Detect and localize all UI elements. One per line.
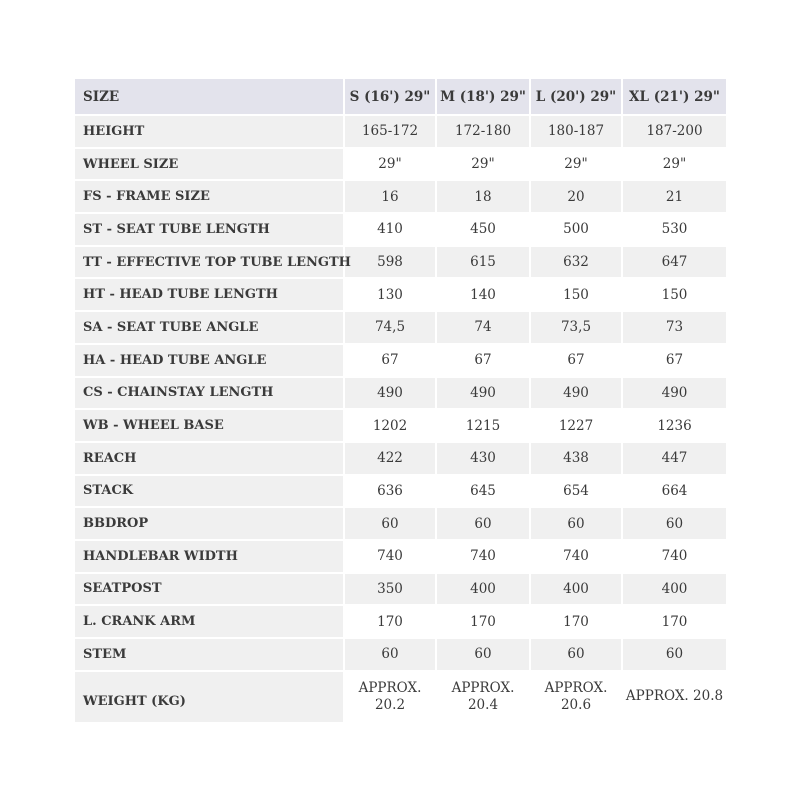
table-row [75, 672, 726, 724]
table-cell: 73 [623, 312, 726, 345]
table-cell: 654 [531, 476, 623, 509]
table-row [75, 606, 726, 639]
table-cell: 29" [531, 149, 623, 182]
table-cell: 29" [345, 149, 437, 182]
table-cell: 60 [531, 508, 623, 541]
table-row [75, 443, 726, 476]
table-row [75, 476, 726, 509]
table-cell: 170 [345, 606, 437, 639]
table-cell: 74,5 [345, 312, 437, 345]
table-cell: 740 [531, 541, 623, 574]
table-cell: 740 [437, 541, 531, 574]
size-header: SIZE [75, 79, 345, 116]
table-cell: 350 [345, 574, 437, 607]
table-cell: 598 [345, 247, 437, 280]
table-cell: 16 [345, 181, 437, 214]
table-cell: 60 [531, 639, 623, 672]
row-label: REACH [75, 443, 345, 476]
table-cell: 632 [531, 247, 623, 280]
table-cell: 422 [345, 443, 437, 476]
table-row [75, 149, 726, 182]
table-row [75, 410, 726, 443]
row-label: HEIGHT [75, 116, 345, 149]
table-row [75, 181, 726, 214]
table-cell: 400 [437, 574, 531, 607]
table-cell: APPROX. 20.4 [437, 672, 531, 724]
table-cell: 1215 [437, 410, 531, 443]
table-cell: 150 [531, 279, 623, 312]
table-cell: 60 [345, 508, 437, 541]
table-cell: 447 [623, 443, 726, 476]
table-cell: 20 [531, 181, 623, 214]
table-cell: 18 [437, 181, 531, 214]
table-cell: 490 [345, 378, 437, 411]
table-cell: 67 [345, 345, 437, 378]
table-cell: 60 [437, 639, 531, 672]
row-label: FS - FRAME SIZE [75, 181, 345, 214]
table-cell: 165-172 [345, 116, 437, 149]
row-label: WB - WHEEL BASE [75, 410, 345, 443]
table-cell: 664 [623, 476, 726, 509]
table-cell: 490 [531, 378, 623, 411]
size-header-m: M (18') 29" [437, 79, 531, 116]
row-label: ST - SEAT TUBE LENGTH [75, 214, 345, 247]
table-cell: 740 [623, 541, 726, 574]
row-label: WHEEL SIZE [75, 149, 345, 182]
table-row [75, 116, 726, 149]
table-cell: 21 [623, 181, 726, 214]
row-label: HT - HEAD TUBE LENGTH [75, 279, 345, 312]
row-label: L. CRANK ARM [75, 606, 345, 639]
table-cell: 430 [437, 443, 531, 476]
table-cell: 67 [623, 345, 726, 378]
table-row [75, 345, 726, 378]
size-header-xl: XL (21') 29" [623, 79, 726, 116]
table-cell: 60 [437, 508, 531, 541]
table-cell: 1236 [623, 410, 726, 443]
table-cell: 29" [623, 149, 726, 182]
table-cell: 172-180 [437, 116, 531, 149]
table-cell: 67 [531, 345, 623, 378]
table-cell: 60 [345, 639, 437, 672]
table-cell: 60 [623, 508, 726, 541]
table-cell: 170 [531, 606, 623, 639]
table-cell: 490 [623, 378, 726, 411]
row-label: SEATPOST [75, 574, 345, 607]
table-cell: 490 [437, 378, 531, 411]
table-cell: 74 [437, 312, 531, 345]
geometry-table [75, 79, 726, 724]
table-cell: 647 [623, 247, 726, 280]
table-cell: 740 [345, 541, 437, 574]
table-row [75, 247, 726, 280]
table-cell: 140 [437, 279, 531, 312]
table-row [75, 639, 726, 672]
table-cell: 180-187 [531, 116, 623, 149]
table-row [75, 214, 726, 247]
table-cell: 400 [623, 574, 726, 607]
table-row [75, 378, 726, 411]
table-row [75, 508, 726, 541]
table-cell: 60 [623, 639, 726, 672]
table-cell: 1227 [531, 410, 623, 443]
table-cell: 400 [531, 574, 623, 607]
table-cell: 410 [345, 214, 437, 247]
table-row [75, 312, 726, 345]
table-cell: 170 [437, 606, 531, 639]
table-cell: 438 [531, 443, 623, 476]
table-cell: 645 [437, 476, 531, 509]
row-label: TT - EFFECTIVE TOP TUBE LENGTH [75, 247, 345, 280]
table-cell: APPROX. 20.8 [623, 672, 726, 724]
table-cell: 636 [345, 476, 437, 509]
table-cell: 150 [623, 279, 726, 312]
table-cell: 500 [531, 214, 623, 247]
row-label: SA - SEAT TUBE ANGLE [75, 312, 345, 345]
table-row [75, 279, 726, 312]
row-label: WEIGHT (KG) [75, 672, 345, 724]
table-cell: 73,5 [531, 312, 623, 345]
row-label: STACK [75, 476, 345, 509]
table-cell: 170 [623, 606, 726, 639]
table-cell: 1202 [345, 410, 437, 443]
table-cell: APPROX. 20.6 [531, 672, 623, 724]
table-header-row [75, 79, 726, 116]
table-cell: 130 [345, 279, 437, 312]
table-row [75, 574, 726, 607]
table-cell: 67 [437, 345, 531, 378]
row-label: HA - HEAD TUBE ANGLE [75, 345, 345, 378]
size-header-s: S (16') 29" [345, 79, 437, 116]
size-header-l: L (20') 29" [531, 79, 623, 116]
row-label: HANDLEBAR WIDTH [75, 541, 345, 574]
table-cell: 530 [623, 214, 726, 247]
table-cell: APPROX. 20.2 [345, 672, 437, 724]
row-label: STEM [75, 639, 345, 672]
table-cell: 187-200 [623, 116, 726, 149]
row-label: BBDROP [75, 508, 345, 541]
table-cell: 450 [437, 214, 531, 247]
table-cell: 29" [437, 149, 531, 182]
row-label: CS - CHAINSTAY LENGTH [75, 378, 345, 411]
table-cell: 615 [437, 247, 531, 280]
table-row [75, 541, 726, 574]
